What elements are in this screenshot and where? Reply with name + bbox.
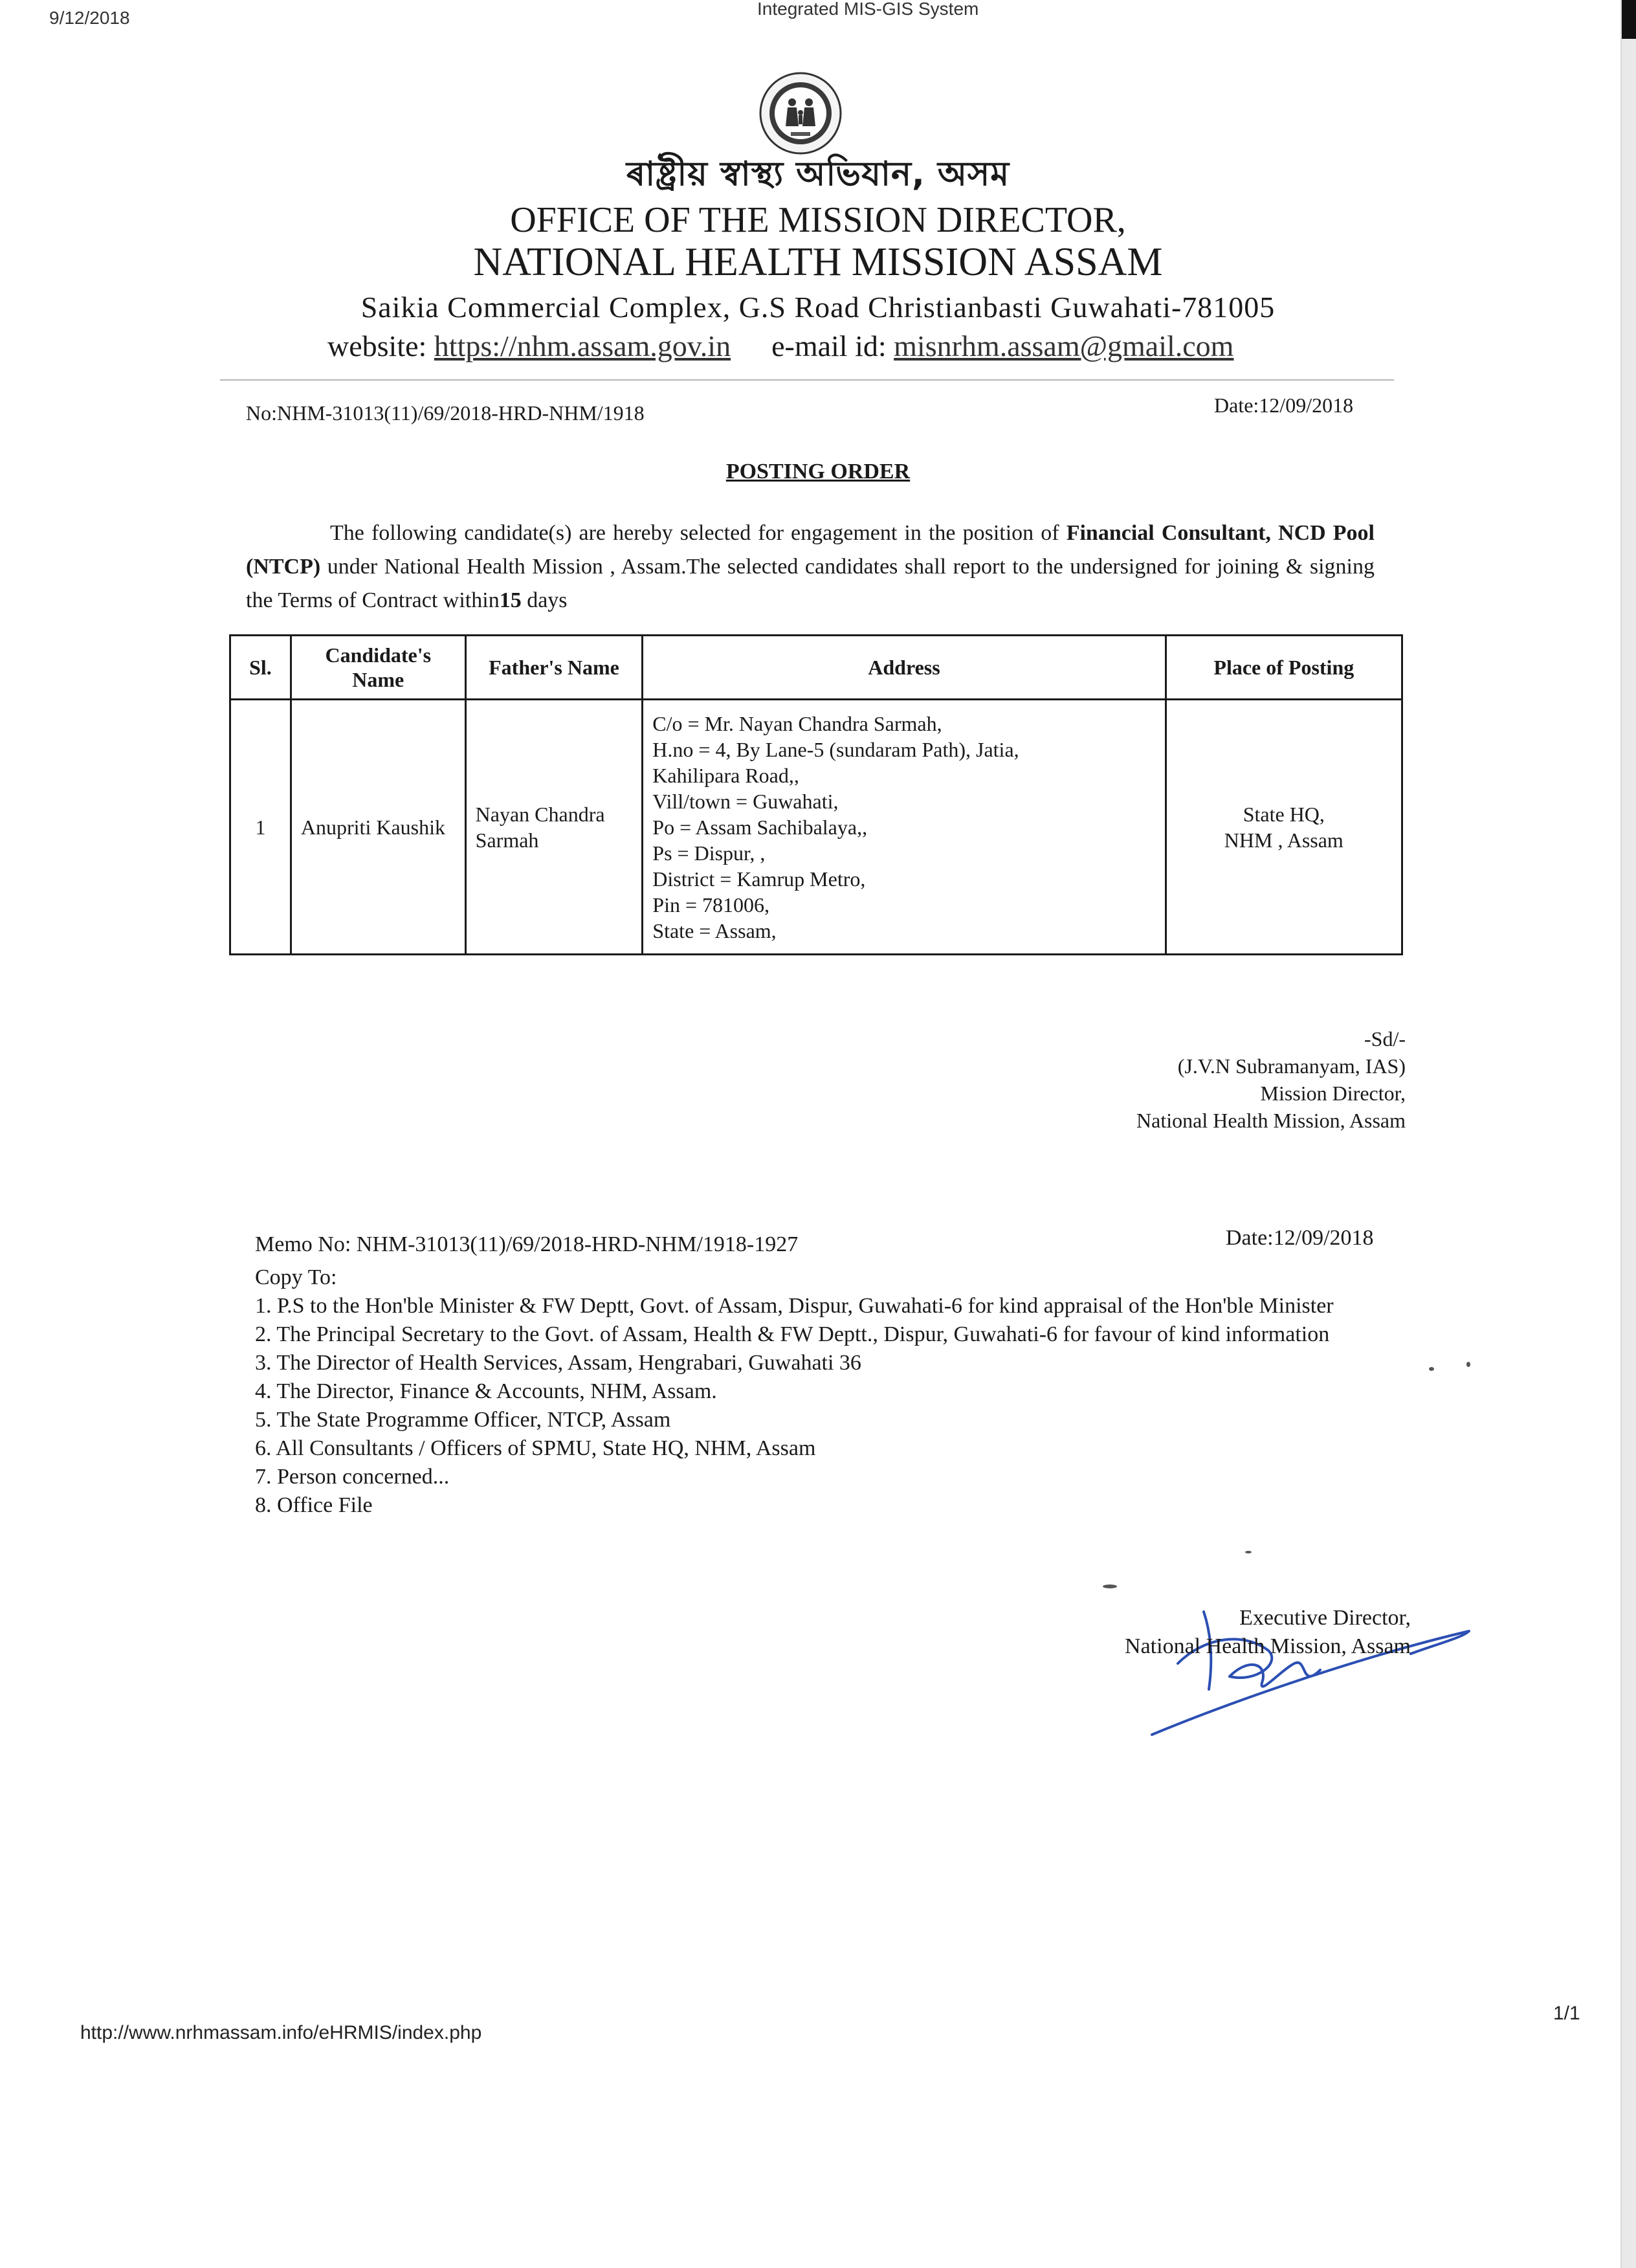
posting-line: NHM , Assam xyxy=(1224,828,1343,852)
signatory-designation: Mission Director, xyxy=(1260,1082,1406,1105)
bengali-title: ৰাষ্ট্ৰীয় স্বাস্থ্য অভিযান, অসম xyxy=(626,155,1010,194)
list-item: 6. All Consultants / Officers of SPMU, State HQ, NHM, Assam xyxy=(255,1436,816,1460)
copy-to-label: Copy To: xyxy=(255,1265,337,1289)
address-line: Ps = Dispur, , xyxy=(652,841,766,865)
candidate-name-cell: Anupriti Kaushik xyxy=(291,700,465,955)
list-item: 5. The State Programme Officer, NTCP, Assam xyxy=(255,1408,671,1432)
address-line: District = Kamrup Metro, xyxy=(652,867,866,891)
letterhead-divider xyxy=(220,379,1394,381)
ed-org: National Health Mission, Assam xyxy=(1125,1634,1411,1658)
scan-speck xyxy=(1245,1551,1252,1553)
sd-mark: -Sd/- xyxy=(1364,1027,1406,1051)
footer-url: http://www.nrhmassam.info/eHRMIS/index.php xyxy=(80,2022,482,2043)
column-header: Candidate's Name xyxy=(291,636,465,700)
address-line: Pin = 781006, xyxy=(652,893,770,917)
address-line: H.no = 4, By Lane-5 (sundaram Path), Jatia, xyxy=(652,737,1019,761)
memo-date: Date:12/09/2018 xyxy=(1226,1226,1374,1250)
para-text-1: The following candidate(s) are hereby selected for engagement in the position of xyxy=(330,521,1067,545)
para-text-3: days xyxy=(521,588,568,612)
table-header-row xyxy=(230,636,1402,700)
mission-director-signature-block xyxy=(1022,1025,1406,1134)
column-header: Sl. xyxy=(230,636,291,700)
copy-to-list xyxy=(255,1263,1368,1520)
order-date: Date:12/09/2018 xyxy=(1214,394,1354,417)
signatory-name: (J.V.N Subramanyam, IAS) xyxy=(1177,1054,1406,1078)
executive-director-block xyxy=(1100,1604,1411,1661)
position-name: Financial Consultant, NCD Pool (NTCP) xyxy=(246,521,1375,579)
column-header: Place of Posting xyxy=(1166,636,1402,700)
signatory-org: National Health Mission, Assam xyxy=(1136,1109,1406,1132)
father-name-cell: Nayan Chandra Sarmah xyxy=(465,700,643,955)
posting-table xyxy=(229,634,1403,955)
para-text-2: under National Health Mission , Assam.The selected candidates shall report to the undersigned for joining & signing the Terms of Contract within xyxy=(246,555,1375,612)
website-link[interactable]: https://nhm.assam.gov.in xyxy=(434,329,731,362)
contact-line xyxy=(327,329,1233,363)
address-line: State = Assam, xyxy=(652,918,777,942)
report-days: 15 xyxy=(499,588,522,612)
page-number: 1/1 xyxy=(1553,2003,1580,2024)
organisation-title: NATIONAL HEALTH MISSION ASSAM xyxy=(473,240,1163,284)
list-item: 8. Office File xyxy=(255,1493,373,1517)
address-line: Vill/town = Guwahati, xyxy=(652,789,839,813)
column-header: Father's Name xyxy=(465,636,643,700)
reference-number: No:NHM-31013(11)/69/2018-HRD-NHM/1918 xyxy=(246,401,645,425)
table-row xyxy=(230,700,1402,955)
order-title: POSTING ORDER xyxy=(725,460,911,484)
website-label: website: xyxy=(327,329,427,362)
list-item: 7. Person concerned... xyxy=(255,1465,450,1489)
list-item: 2. The Principal Secretary to the Govt. of Assam, Health & FW Deptt., Dispur, Guwahati-6 for favour of kind information xyxy=(255,1322,1330,1346)
address-line: Kahilipara Road,, xyxy=(652,763,799,787)
print-date: 9/12/2018 xyxy=(49,8,130,28)
scan-speck xyxy=(1429,1367,1434,1371)
address-cell xyxy=(643,700,1166,955)
scan-speck xyxy=(1103,1584,1117,1588)
posting-line: State HQ, xyxy=(1243,802,1325,826)
serial-cell: 1 xyxy=(230,700,291,955)
memo-number: Memo No: NHM-31013(11)/69/2018-HRD-NHM/1918-1927 xyxy=(255,1232,799,1256)
ed-designation: Executive Director, xyxy=(1239,1606,1411,1630)
order-paragraph xyxy=(246,517,1375,617)
address-line: C/o = Mr. Nayan Chandra Sarmah, xyxy=(652,711,942,735)
list-item: 1. P.S to the Hon'ble Minister & FW Deptt, Govt. of Assam, Dispur, Guwahati-6 for kind appraisal of the Hon'ble Minister xyxy=(255,1294,1334,1318)
scan-edge xyxy=(1620,0,1636,2268)
posting-place-cell xyxy=(1166,700,1402,955)
print-header-title: Integrated MIS-GIS System xyxy=(757,0,979,19)
list-item: 4. The Director, Finance & Accounts, NHM, Assam. xyxy=(255,1379,717,1403)
office-title: OFFICE OF THE MISSION DIRECTOR, xyxy=(510,200,1126,240)
list-item: 3. The Director of Health Services, Assam, Hengrabari, Guwahati 36 xyxy=(255,1351,861,1375)
address-line: Po = Assam Sachibalaya,, xyxy=(652,815,868,839)
email-link[interactable]: misnrhm.assam@gmail.com xyxy=(894,329,1234,362)
column-header: Address xyxy=(643,636,1166,700)
scan-speck xyxy=(1466,1362,1470,1367)
office-address: Saikia Commercial Complex, G.S Road Christianbasti Guwahati-781005 xyxy=(360,291,1276,324)
email-label: e-mail id: xyxy=(771,329,887,362)
